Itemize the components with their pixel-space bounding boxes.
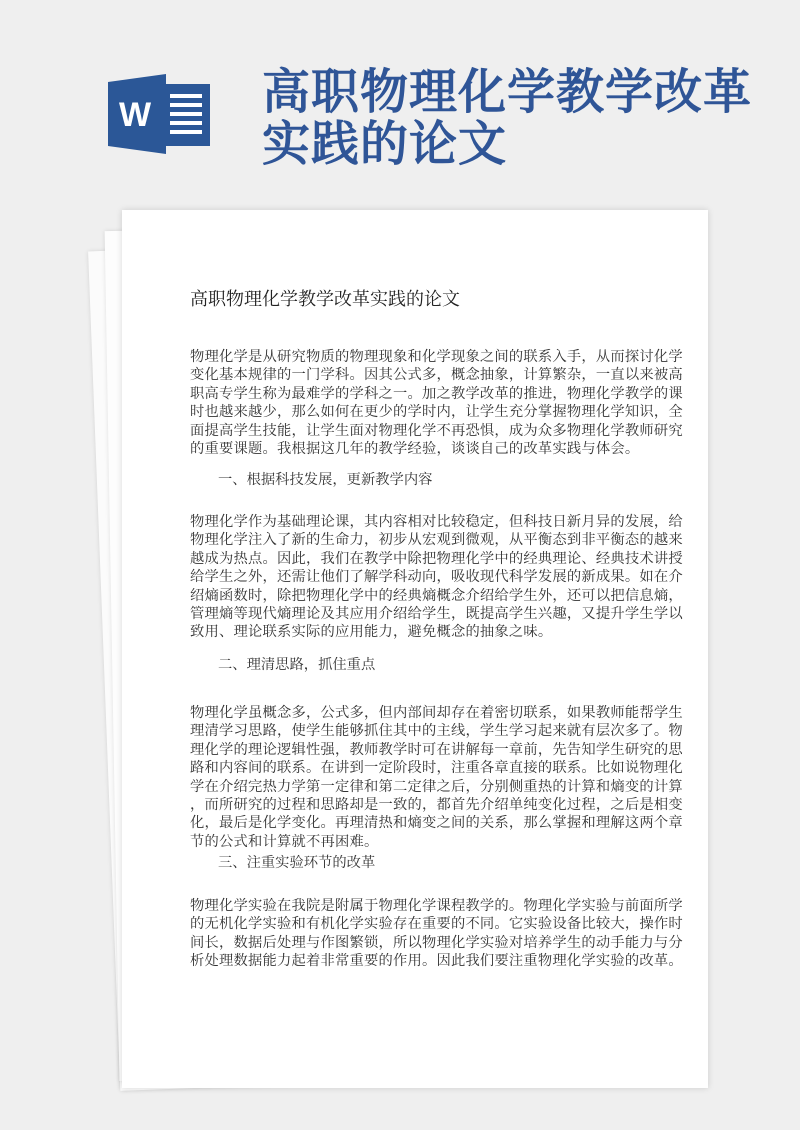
document-title: 高职物理化学教学改革实践的论文 <box>190 289 460 310</box>
text-line: 职高专学生称为最难学的学科之一。加之教学改革的推进，物理化学教学的课 <box>190 385 683 402</box>
text-line: 面提高学生技能，让学生面对物理化学不再恐惧，成为众多物理化学教师研究 <box>190 422 683 439</box>
text-line: 物理化学作为基础理论课，其内容相对比较稳定，但科技日新月异的发展，给 <box>190 514 683 530</box>
text-line: 节的公式和计算就不再困难。 <box>190 833 379 850</box>
text-line: 的无机化学实验和有机化学实验存在重要的不同。它实验设备比较大，操作时 <box>190 916 683 933</box>
text-line: 路和内容间的联系。在讲到一定阶段时，注重各章直接的联系。比如说物理化 <box>190 760 683 777</box>
text-line: 物理化学是从研究物质的物理现象和化学现象之间的联系入手，从而探讨化学 <box>190 349 683 365</box>
title-line-2: 实践的论文 <box>262 116 508 172</box>
text-line: 析处理数据能力起着非常重要的作用。因此我们要注重物理化学实验的改革。 <box>190 953 683 970</box>
paragraph-section-2 <box>190 704 683 851</box>
text-line: 绍熵函数时，除把物理化学中的经典熵概念介绍给学生外，还可以把信息熵， <box>190 587 683 604</box>
text-line: 致用、理论联系实际的应用能力，避免概念的抽象之味。 <box>190 624 553 641</box>
section-heading-2: 二、理清思路，抓住重点 <box>218 657 376 673</box>
section-heading-3: 三、注重实验环节的改革 <box>218 855 376 871</box>
text-line: 化，最后是化学变化。再理清热和熵变之间的关系，那么掌握和理解这两个章 <box>190 815 683 832</box>
text-line: 理清学习思路，使学生能够抓住其中的主线，学生学习起来就有层次多了。物 <box>190 723 683 740</box>
text-line: 物理化学实验在我院是附属于物理化学课程教学的。物理化学实验与前面所学 <box>190 898 683 914</box>
text-line: ，而所研究的过程和思路却是一致的，都首先介绍单纯变化过程，之后是相变 <box>190 797 683 814</box>
text-line: 越成为热点。因此，我们在教学中除把物理化学中的经典理论、经典技术讲授 <box>190 550 683 567</box>
text-line: 物理化学注入了新的生命力，初步从宏观到微观，从平衡态到非平衡态的越来 <box>190 532 683 549</box>
text-line: 物理化学虽概念多，公式多，但内部间却存在着密切联系，如果教师能帮学生 <box>190 705 683 721</box>
svg-text:W: W <box>118 96 152 134</box>
paragraph-section-3 <box>190 897 683 971</box>
page-title <box>262 66 762 170</box>
section-heading-1: 一、根据科技发展，更新教学内容 <box>218 472 433 488</box>
text-line: 间长，数据后处理与作图繁锁，所以物理化学实验对培养学生的动手能力与分 <box>190 934 683 951</box>
paragraph-intro <box>190 348 683 458</box>
text-line: 时也越来越少，那么如何在更少的学时内，让学生充分掌握物理化学知识，全 <box>190 404 683 421</box>
paragraph-section-1 <box>190 513 683 642</box>
text-line: 学在介绍完热力学第一定律和第二定律之后，分别侧重热的计算和熵变的计算 <box>190 778 683 795</box>
word-document-icon <box>108 74 212 154</box>
text-line: 给学生之外，还需让他们了解学科动向，吸收现代科学发展的新成果。如在介 <box>190 569 683 586</box>
title-line-1: 高职物理化学教学改革 <box>262 64 753 120</box>
document-page <box>122 210 708 1088</box>
text-line: 理化学的理论逻辑性强，教师教学时可在讲解每一章前，先告知学生研究的思 <box>190 741 683 758</box>
text-line: 的重要课题。我根据这几年的教学经验，谈谈自己的改革实践与体会。 <box>190 441 640 458</box>
text-line: 变化基本规律的一门学科。因其公式多，概念抽象，计算繁杂，一直以来被高 <box>190 367 683 384</box>
text-line: 管理熵等现代熵理论及其应用介绍给学生，既提高学生兴趣，又提升学生学以 <box>190 606 683 623</box>
